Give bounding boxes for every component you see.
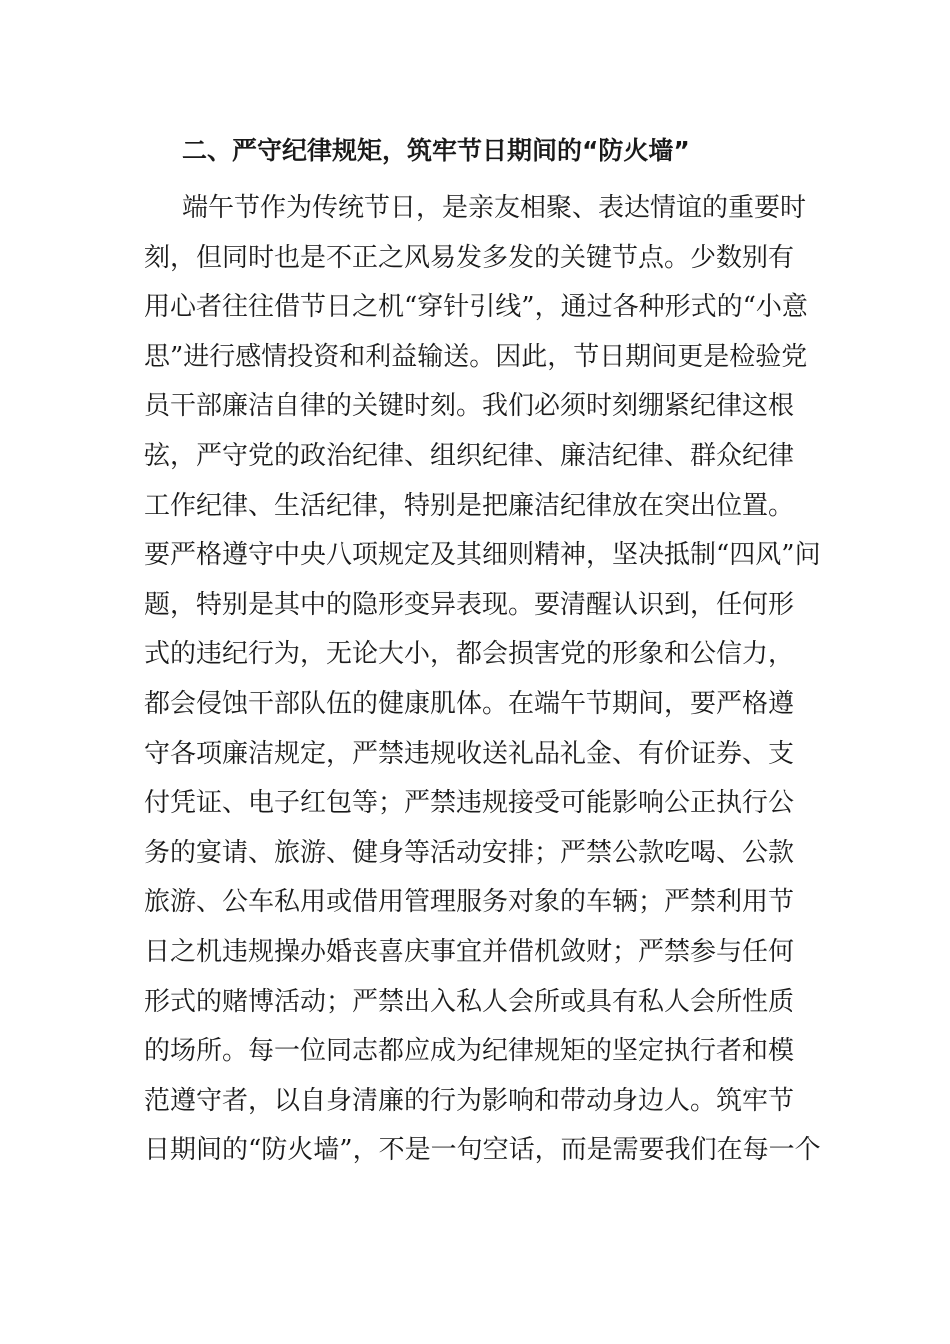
section-heading: 二、严守纪律规矩，筑牢节日期间的“防火墙” (182, 136, 690, 165)
paragraph-line: 员干部廉洁自律的关键时刻。我们必须时刻绷紧纪律这根 (144, 391, 795, 422)
paragraph-line: 思”进行感情投资和利益输送。因此，节日期间更是检验党 (144, 341, 808, 372)
paragraph-line: 题，特别是其中的隐形变异表现。要清醒认识到，任何形 (144, 589, 795, 620)
paragraph-line: 务的宴请、旅游、健身等活动安排；严禁公款吃喝、公款 (144, 837, 795, 868)
paragraph-line: 刻，但同时也是不正之风易发多发的关键节点。少数别有 (144, 242, 795, 273)
paragraph-line: 日之机违规操办婚丧喜庆事宜并借机敛财；严禁参与任何 (144, 936, 795, 967)
paragraph-line: 范遵守者，以自身清廉的行为影响和带动身边人。筑牢节 (144, 1085, 795, 1116)
paragraph-line: 形式的赌博活动；严禁出入私人会所或具有私人会所性质 (144, 986, 795, 1017)
paragraph-line: 都会侵蚀干部队伍的健康肌体。在端午节期间，要严格遵 (144, 688, 795, 719)
paragraph-line: 守各项廉洁规定，严禁违规收送礼品礼金、有价证券、支 (144, 738, 795, 769)
paragraph-line: 工作纪律、生活纪律，特别是把廉洁纪律放在突出位置。 (144, 490, 795, 521)
paragraph-line: 弦，严守党的政治纪律、组织纪律、廉洁纪律、群众纪律 (144, 440, 795, 471)
paragraph-line: 要严格遵守中央八项规定及其细则精神，坚决抵制“四风”问 (144, 540, 821, 571)
paragraph-line: 用心者往往借节日之机“穿针引线”，通过各种形式的“小意 (144, 292, 808, 323)
paragraph-line: 旅游、公车私用或借用管理服务对象的车辆；严禁利用节 (144, 887, 795, 918)
paragraph-line: 付凭证、电子红包等；严禁违规接受可能影响公正执行公 (144, 788, 795, 819)
paragraph-line: 式的违纪行为，无论大小，都会损害党的形象和公信力， (144, 639, 795, 670)
body-paragraph (144, 184, 821, 1176)
paragraph-line: 日期间的“防火墙”，不是一句空话，而是需要我们在每一个 (144, 1135, 821, 1166)
paragraph-line: 的场所。每一位同志都应成为纪律规矩的坚定执行者和模 (144, 1036, 795, 1067)
paragraph-line: 端午节作为传统节日，是亲友相聚、表达情谊的重要时 (182, 193, 807, 223)
